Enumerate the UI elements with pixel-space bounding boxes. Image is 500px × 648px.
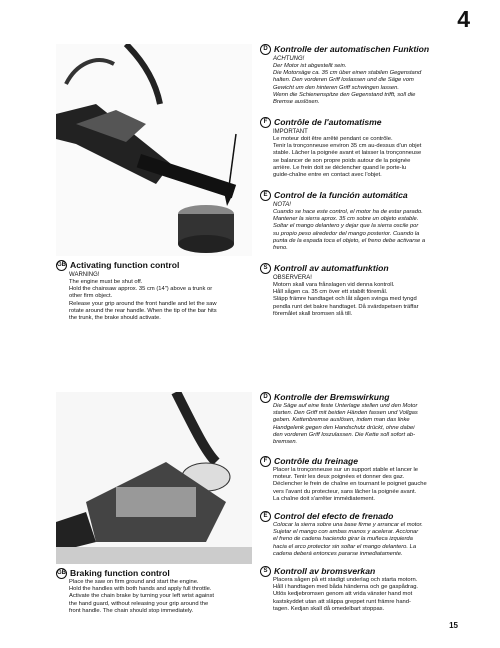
section-en-braking — [56, 568, 256, 615]
section-title: Kontrolle der automatischen Funktion — [274, 44, 430, 54]
body-line: Utlös kedjebromsen genom att vrida vänster hand mot — [273, 591, 413, 598]
language-badge: F — [260, 117, 271, 128]
body-line: Der Motor ist abgestellt sein. — [273, 63, 347, 69]
body-line: hacia el arco protector sin soltar el mango delantero. La — [273, 543, 417, 550]
section-title: Activating function control — [70, 260, 180, 270]
body-line: Placer la tronçonneuse sur un support stable et lancer le — [273, 467, 419, 473]
body-line: Die Motorsäge ca. 35 cm über einen stabilen Gegenstand — [273, 70, 422, 77]
section-de-auto — [260, 44, 460, 106]
body-line: guide-chaîne entre en contact avec l'objet. — [273, 172, 382, 179]
language-badge: GB — [56, 568, 67, 579]
body-line: Placera sågen på ett stadigt underlag och starta motorn. — [273, 577, 418, 583]
body-line: su propio peso alrededor del mango posterior. Cuando la — [273, 230, 420, 237]
page-number: 4 — [457, 6, 470, 32]
chain-brake-hand-illustration — [56, 392, 252, 564]
body-line: moteur. Tenir les deux poignées et donner des gaz. — [273, 474, 405, 481]
body-line: pendla runt det bakre handtaget. Då svärdspetsen träffar — [273, 303, 419, 310]
section-es-auto — [260, 190, 460, 252]
body-line: Hold the handles with both hands and apply full throttle. — [69, 586, 212, 593]
body-line: Activate the chain brake by turning your left wrist against — [69, 593, 214, 600]
body-line: rotate around the rear handle. When the tip of the bar hits — [69, 307, 217, 314]
section-title: Kontroll av automatfunktion — [274, 263, 389, 273]
language-badge: D — [260, 44, 271, 55]
body-line: freno. — [273, 245, 288, 252]
section-sv-brake — [260, 566, 460, 613]
body-line: Bremse auslösen. — [273, 99, 320, 106]
warning-label: IMPORTANT — [273, 129, 308, 135]
body-line: Sujetar el mango con ambas manos y acelerar. Accionar — [273, 529, 419, 536]
body-line: Die Säge auf eine feste Unterlage stellen und den Motor — [273, 403, 418, 409]
language-badge: D — [260, 392, 271, 403]
body-line: den vorderen Griff loszulassen. Die Kette soll sofort ab- — [273, 431, 416, 438]
section-sv-auto — [260, 263, 460, 318]
body-line: cadena deberá entonces pararse inmediatamente. — [273, 550, 403, 557]
body-line: bremsen. — [273, 439, 298, 446]
warning-label: WARNING! — [69, 272, 100, 278]
body-line: The engine must be shut off. — [69, 279, 143, 285]
body-line: Cuando se hace este control, el motor ha de estar parado. — [273, 209, 423, 215]
body-line: Håll i handtagen med båda händerna och ge gaspådrag. — [273, 584, 419, 591]
body-line: front handle. The chain should stop immediately. — [69, 607, 194, 614]
body-line: other firm object. — [69, 293, 113, 300]
body-line: arrière. Le frein doit se déclencher quand le porte-lu — [273, 164, 407, 171]
body-line: Wenn die Schienenspitze den Gegenstand trifft, soll die — [273, 91, 416, 98]
body-line: Hold the chainsaw approx. 35 cm (14") above a trunk or — [69, 286, 213, 293]
section-title: Contrôle de l'automatisme — [274, 117, 382, 127]
body-line: geben. Kettenbremse auslösen, indem man das linke — [273, 417, 410, 424]
section-en-activating — [56, 260, 256, 322]
warning-label: ACHTUNG! — [273, 56, 305, 62]
body-line: La chaîne doit s'arrêter immédiatement. — [273, 495, 375, 502]
body-line: kastskyddet utan att släppa greppet runt främre hand- — [273, 598, 411, 605]
section-fr-auto — [260, 117, 460, 179]
language-badge: E — [260, 511, 271, 522]
section-title: Control de la función automática — [274, 190, 408, 200]
section-es-brake — [260, 511, 460, 558]
body-line: vers l'avant du protecteur, sans lâcher la poignée avant. — [273, 488, 417, 495]
body-line: starten. Den Griff mit beiden Händen fassen und Vollgas — [273, 410, 418, 417]
body-line: föremålet skall bromsen slå till. — [273, 310, 353, 317]
section-title: Control del efecto de frenado — [274, 511, 394, 521]
body-line: Håll sågen ca. 35 cm över ett stabilt föremål. — [273, 289, 388, 296]
body-line: punta de la espada toca el objeto, el freno debe activarse a — [273, 237, 426, 244]
body-line: Handgelenk gegen den Handschutz drückt, ohne dabei — [273, 424, 415, 431]
language-badge: GB — [56, 260, 67, 271]
section-fr-brake — [260, 456, 460, 503]
body-line: Le moteur doit être arrêté pendant ce contrôle. — [273, 136, 393, 142]
body-line: Släpp främre handtaget och låt sågen svinga med tyngd — [273, 296, 417, 303]
section-title: Contrôle du freinage — [274, 456, 359, 466]
language-badge: F — [260, 456, 271, 467]
body-line: Place the saw on firm ground and start the engine. — [69, 579, 199, 585]
body-line: Colocar la sierra sobre una base firme y arrancar el motor. — [273, 522, 423, 528]
body-line: stable. Lâcher la poignée avant et laisser la tronçonneuse — [273, 150, 422, 157]
body-line: el freno de cadena haciendo girar la muñeca izquierda — [273, 536, 413, 543]
language-badge: E — [260, 190, 271, 201]
body-line: Gewicht um den hinteren Griff schwingen lassen. — [273, 84, 399, 91]
body-line: Tenir la tronçonneuse environ 35 cm au-dessus d'un objet — [273, 143, 422, 150]
body-line: Soltar el mango delantero y dejar que la sierra oscile por — [273, 223, 419, 230]
body-line: Release your grip around the front handle and let the saw — [69, 300, 217, 307]
warning-label: NOTA! — [273, 202, 291, 208]
warning-label: OBSERVERA! — [273, 275, 312, 281]
language-badge: S — [260, 263, 271, 274]
language-badge: S — [260, 566, 271, 577]
body-line: halten. Den vorderen Griff loslassen und die Säge vom — [273, 77, 414, 84]
section-title: Kontroll av bromsverkan — [274, 566, 376, 576]
body-line: Déclencher le frein de chaîne en tournant le poignet gauche — [273, 481, 427, 488]
chainsaw-drop-test-illustration — [56, 44, 252, 256]
body-line: the hand guard, without releasing your grip around the — [69, 600, 209, 607]
footer-page-number: 15 — [449, 621, 458, 630]
body-line: Mantener la sierra aprox. 35 cm sobre un objeto estable. — [273, 216, 419, 223]
body-line: se balancer de son propre poids autour de la poignée — [273, 157, 411, 164]
section-title: Kontrolle der Bremswirkung — [274, 392, 390, 402]
section-title: Braking function control — [70, 568, 170, 578]
section-de-brake — [260, 392, 460, 446]
body-line: Motorn skall vara frånslagen vid denna kontroll. — [273, 282, 395, 288]
body-line: tagen. Kedjan skall då omedelbart stoppas. — [273, 605, 385, 612]
body-line: the trunk, the brake should activate. — [69, 315, 161, 322]
